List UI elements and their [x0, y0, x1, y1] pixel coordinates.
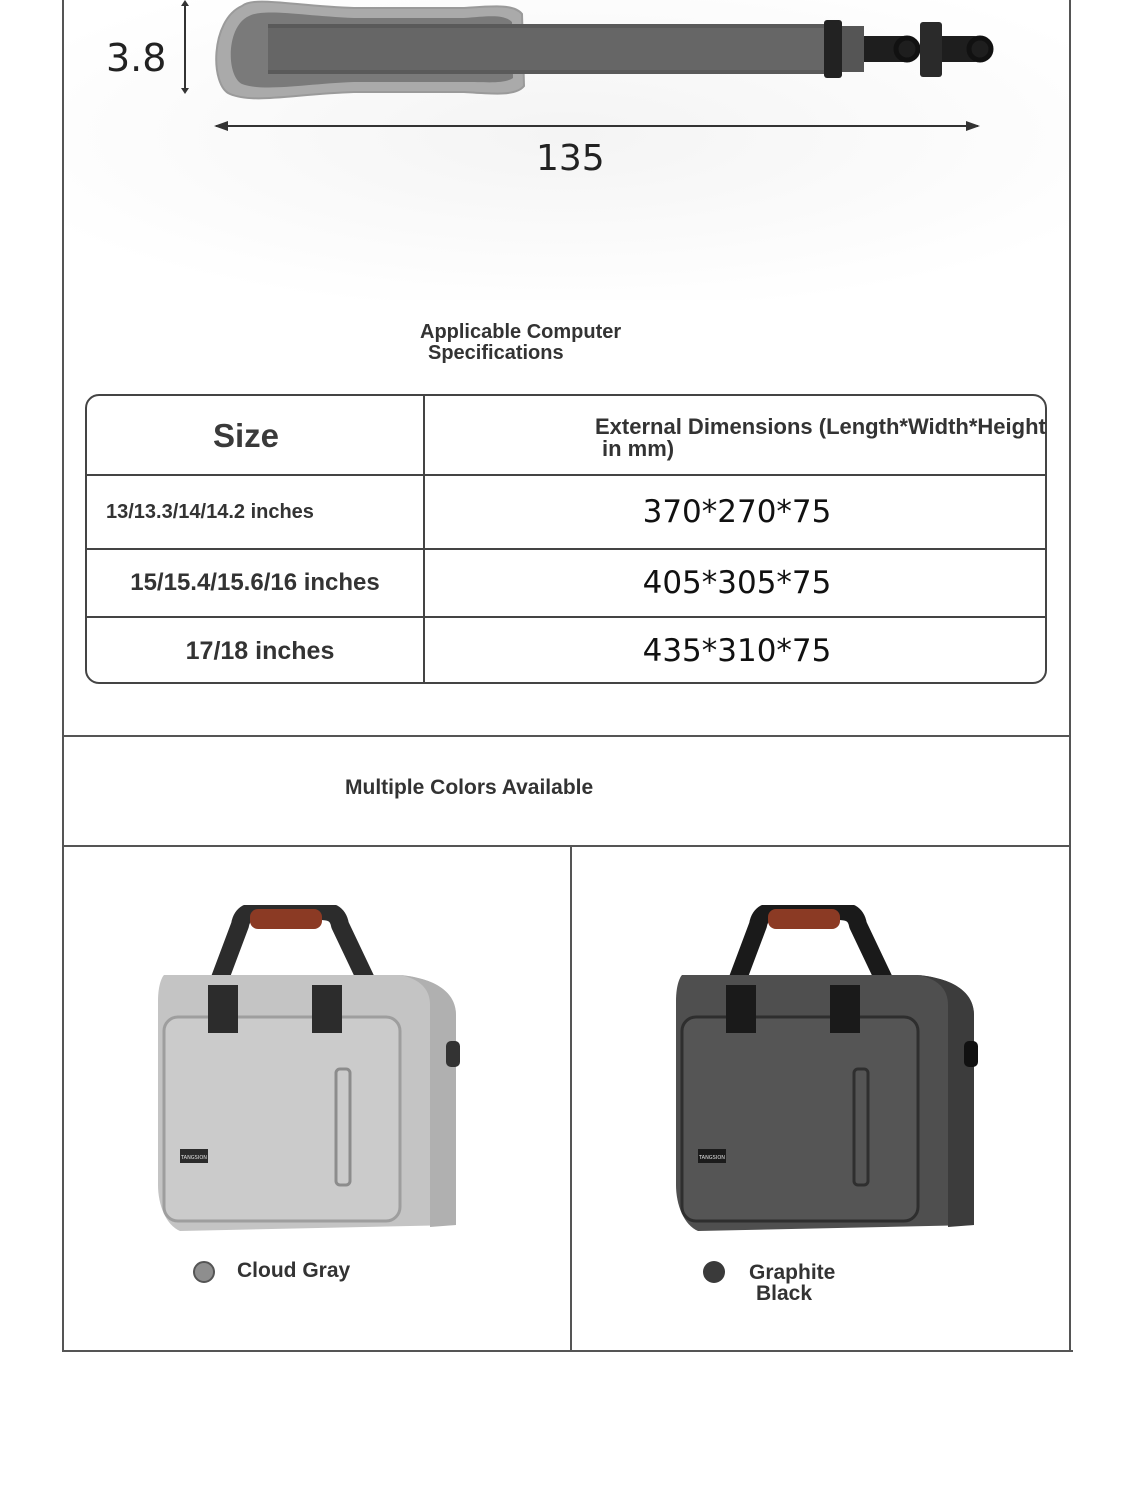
specs-heading-line1: Applicable Computer [420, 321, 622, 343]
table-row-size: 13/13.3/14/14.2 inches [106, 500, 314, 523]
colors-column-divider [570, 847, 572, 1352]
specs-heading [420, 322, 720, 364]
table-header-size: Size [212, 417, 280, 454]
strap-width-dimension: 3.8 [106, 36, 167, 80]
table-header-dimensions-line2: in mm) [602, 436, 675, 461]
graphite-black-label-line2: Black [756, 1282, 813, 1305]
graphite-black-label [749, 1262, 835, 1304]
cloud-gray-label: Cloud Gray [237, 1259, 351, 1282]
colors-section-bottom-border [62, 1350, 1073, 1352]
colors-heading: Multiple Colors Available [345, 776, 594, 799]
brand-label-text: TANGSION [180, 1155, 208, 1161]
table-row-size: 17/18 inches [185, 636, 335, 665]
graphite-black-swatch [703, 1261, 725, 1283]
table-header-dimensions-line1: External Dimensions (Length*Width*Height [595, 414, 1046, 439]
cloud-gray-swatch [193, 1261, 215, 1283]
brand-label-text: TANGSION [698, 1155, 726, 1161]
cloud-gray-bag-image [150, 905, 470, 1240]
frame-right-border [1069, 0, 1071, 1352]
table-row-dimensions: 370*270*75 [642, 494, 832, 530]
strap-length-dimension: 135 [536, 138, 605, 179]
graphite-black-label-line1: Graphite [749, 1261, 836, 1284]
table-row-dimensions: 405*305*75 [642, 565, 832, 601]
graphite-black-bag-image [668, 905, 988, 1240]
table-row-dimensions: 435*310*75 [642, 633, 832, 669]
colors-section-divider [62, 845, 1071, 847]
table-row-size: 15/15.4/15.6/16 inches [130, 569, 380, 596]
colors-section-top-border [62, 735, 1071, 737]
table-header-dimensions [595, 416, 1132, 460]
specs-heading-line2: Specifications [428, 342, 564, 364]
dimensions-table [85, 394, 1047, 684]
